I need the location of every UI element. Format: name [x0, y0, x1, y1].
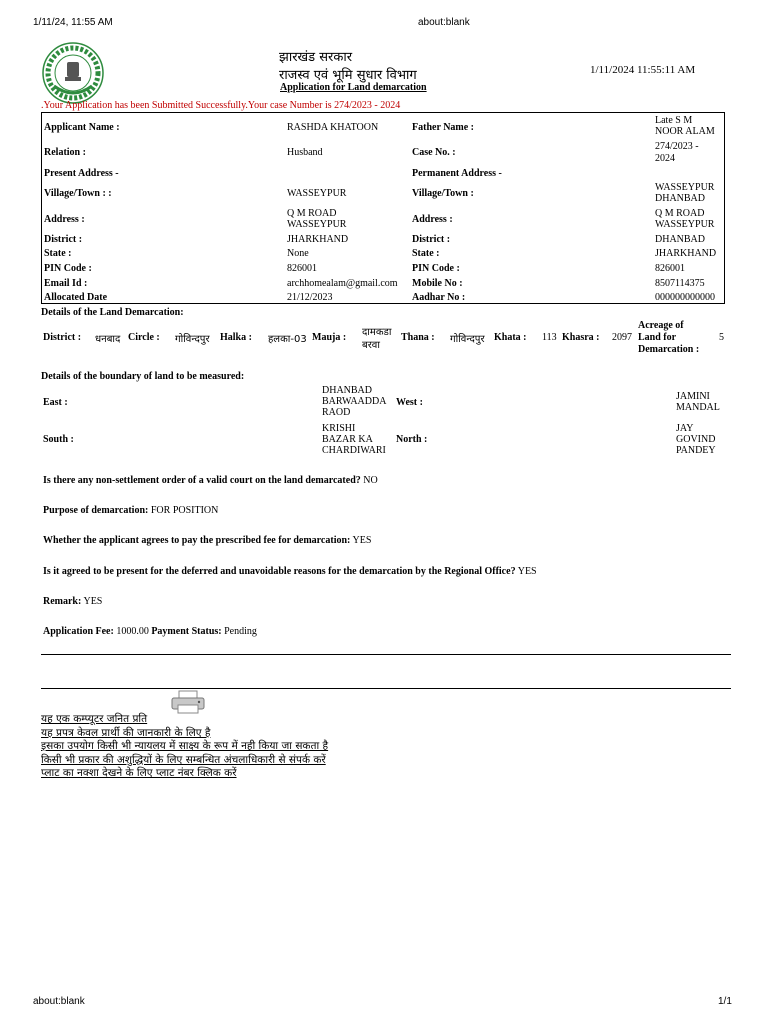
question-purpose-label: Purpose of demarcation: — [43, 505, 149, 516]
note-plot-map-link[interactable]: प्लाट का नक्शा देखने के लिए प्लाट नंबर क्लिक करें — [41, 767, 237, 779]
mobile-label: Mobile No : — [412, 278, 463, 289]
district-right-label: District : — [412, 234, 451, 245]
north-value — [676, 423, 716, 456]
west-label: West : — [396, 397, 423, 408]
note-not-evidence: इसका उपयोग किसी भी न्यायलय में साक्ष्य के रूप में नही किया जा सकता है — [41, 740, 329, 752]
relation-value: Husband — [287, 147, 323, 158]
thana-label: Thana : — [401, 332, 435, 343]
khata-value: 113 — [542, 332, 557, 343]
mobile-value: 8507114375 — [655, 278, 705, 289]
notes-list — [41, 713, 328, 781]
north-line2: GOVIND — [676, 434, 716, 445]
south-value — [322, 423, 386, 456]
thana-value: गोविन्दपुर — [450, 334, 485, 345]
east-line3: RAOD — [322, 407, 351, 418]
note-info-only: यह प्रपत्र केवल प्रार्थी की जानकारी के लिए है — [41, 726, 211, 739]
halka-label: Halka : — [220, 332, 252, 343]
note-computer-generated: यह एक कम्प्यूटर जनित प्रति — [41, 713, 148, 725]
village-right-label: Village/Town : — [412, 188, 474, 199]
state-right-value: JHARKHAND — [655, 248, 717, 259]
case-no-label: Case No. : — [412, 147, 456, 158]
case-no-line1: 274/2023 - — [655, 141, 699, 152]
father-name-label: Father Name : — [412, 122, 475, 133]
district-left-label: District : — [44, 234, 83, 245]
address-right-line1: Q M ROAD — [655, 208, 705, 219]
pin-left-label: PIN Code : — [44, 263, 92, 274]
south-line2: BAZAR KA — [322, 434, 373, 445]
address-left-line1: Q M ROAD — [287, 208, 337, 219]
relation-label: Relation : — [44, 147, 86, 158]
applicant-name: RASHDA KHATOON — [287, 122, 379, 133]
header-department: राजस्व एवं भूमि सुधार विभाग — [279, 68, 417, 83]
north-label: North : — [396, 434, 428, 445]
print-datetime: 1/11/24, 11:55 AM — [33, 17, 113, 28]
printer-icon[interactable] — [170, 690, 206, 714]
remark-value: YES — [83, 596, 103, 607]
address-left-line2: WASSEYPUR — [287, 219, 347, 230]
print-footer-page: 1/1 — [718, 996, 732, 1007]
east-line1: DHANBAD — [322, 385, 372, 396]
khasra-label: Khasra : — [562, 332, 600, 343]
village-left-label: Village/Town : : — [44, 188, 112, 199]
question-court-order-value: NO — [363, 475, 378, 486]
acreage-label-line2: Land for — [638, 332, 677, 343]
payment-status-label: Payment Status: — [151, 626, 222, 637]
question-present-value: YES — [517, 566, 537, 577]
aadhar-value: 000000000000 — [655, 292, 715, 303]
south-line3: CHARDIWARI — [322, 445, 386, 456]
circle-value: गोविन्दपुर — [175, 334, 210, 345]
question-court-order-label: Is there any non-settlement order of a valid court on the land demarcated? — [43, 475, 361, 486]
aadhar-label: Aadhar No : — [412, 292, 466, 303]
east-value — [322, 385, 386, 418]
payment-status-value: Pending — [224, 626, 257, 637]
question-court-order — [43, 475, 378, 486]
divider-bottom — [41, 688, 731, 689]
father-name-line2: NOOR ALAM — [655, 126, 715, 137]
applicant-details-table — [41, 112, 725, 304]
state-left-label: State : — [44, 248, 72, 259]
khata-label: Khata : — [494, 332, 527, 343]
header-state: झारखंड सरकार — [279, 50, 353, 65]
applicant-name-label: Applicant Name : — [44, 122, 120, 133]
jharkhand-emblem-icon — [42, 42, 104, 104]
west-value — [676, 391, 720, 413]
khasra-value: 2097 — [612, 332, 632, 343]
mauja-label: Mauja : — [312, 332, 347, 343]
west-line2: MANDAL — [676, 402, 720, 413]
land-section-title: Details of the Land Demarcation: — [41, 307, 184, 318]
question-purpose-value: FOR POSITION — [150, 505, 219, 516]
address-right-label: Address : — [412, 214, 453, 225]
village-right-line1: WASSEYPUR — [655, 182, 715, 193]
mauja-line2: बरवा — [362, 340, 380, 351]
land-district-value: धनबाद — [95, 334, 121, 345]
south-line1: KRISHI — [322, 423, 356, 434]
acreage-value: 5 — [719, 332, 724, 343]
south-label: South : — [43, 434, 74, 445]
acreage-label — [638, 320, 699, 356]
address-right-line2: WASSEYPUR — [655, 219, 715, 230]
east-line2: BARWAADDA — [322, 396, 387, 407]
case-no-line2: 2024 — [655, 153, 675, 164]
email-label: Email Id : — [44, 278, 88, 289]
circle-label: Circle : — [128, 332, 160, 343]
header-title: Application for Land demarcation — [280, 82, 427, 93]
pin-right-value: 826001 — [655, 263, 685, 274]
village-right-line2: DHANBAD — [655, 193, 705, 204]
print-title: about:blank — [418, 17, 470, 28]
fee-label: Application Fee: — [43, 626, 114, 637]
north-line1: JAY — [676, 423, 694, 434]
east-label: East : — [43, 397, 68, 408]
email-value: archhomealam@gmail.com — [287, 278, 398, 289]
allocated-value: 21/12/2023 — [287, 292, 333, 303]
acreage-label-line3: Demarcation : — [638, 344, 700, 355]
land-district-label: District : — [43, 332, 82, 343]
question-present — [43, 566, 537, 577]
question-fee-agree — [43, 535, 371, 546]
district-left-value: JHARKHAND — [287, 234, 349, 245]
pin-left-value: 826001 — [287, 263, 317, 274]
question-fee-agree-label: Whether the applicant agrees to pay the prescribed fee for demarcation: — [43, 535, 351, 546]
north-line3: PANDEY — [676, 445, 716, 456]
remark — [43, 596, 102, 607]
divider-top — [41, 654, 731, 655]
village-left-value: WASSEYPUR — [287, 188, 347, 199]
question-purpose — [43, 505, 218, 516]
present-address-label: Present Address - — [44, 168, 119, 179]
question-present-label: Is it agreed to be present for the deferred and unavoidable reasons for the demarcation by the Regional Office? — [43, 566, 516, 577]
permanent-address-label: Permanent Address - — [412, 168, 502, 179]
remark-label: Remark: — [43, 596, 82, 607]
allocated-label: Allocated Date — [44, 292, 108, 303]
boundary-section-title: Details of the boundary of land to be measured: — [41, 371, 245, 382]
fee-value: 1000.00 — [116, 626, 149, 637]
question-fee-agree-value: YES — [352, 535, 372, 546]
success-message: .Your Application has been Submitted Successfully.Your case Number is 274/2023 - 2024 — [41, 100, 401, 111]
state-right-label: State : — [412, 248, 440, 259]
mauja-line1: दामकडा — [362, 327, 392, 338]
west-line1: JAMINI — [676, 391, 710, 402]
halka-value: हलका-03 — [268, 334, 307, 345]
address-left-label: Address : — [44, 214, 85, 225]
state-left-value: None — [287, 248, 309, 259]
pin-right-label: PIN Code : — [412, 263, 460, 274]
district-right-value: DHANBAD — [655, 234, 705, 245]
acreage-label-line1: Acreage of — [638, 320, 684, 331]
father-name-line1: Late S M — [655, 115, 693, 126]
note-contact-officer: किसी भी प्रकार की अशुद्धियों के लिए सम्बन्धित अंचलाधिकारी से संपर्क करें — [41, 753, 326, 766]
print-footer-url: about:blank — [33, 996, 85, 1007]
header-datetime: 1/11/2024 11:55:11 AM — [590, 64, 696, 76]
application-fee — [43, 626, 257, 637]
